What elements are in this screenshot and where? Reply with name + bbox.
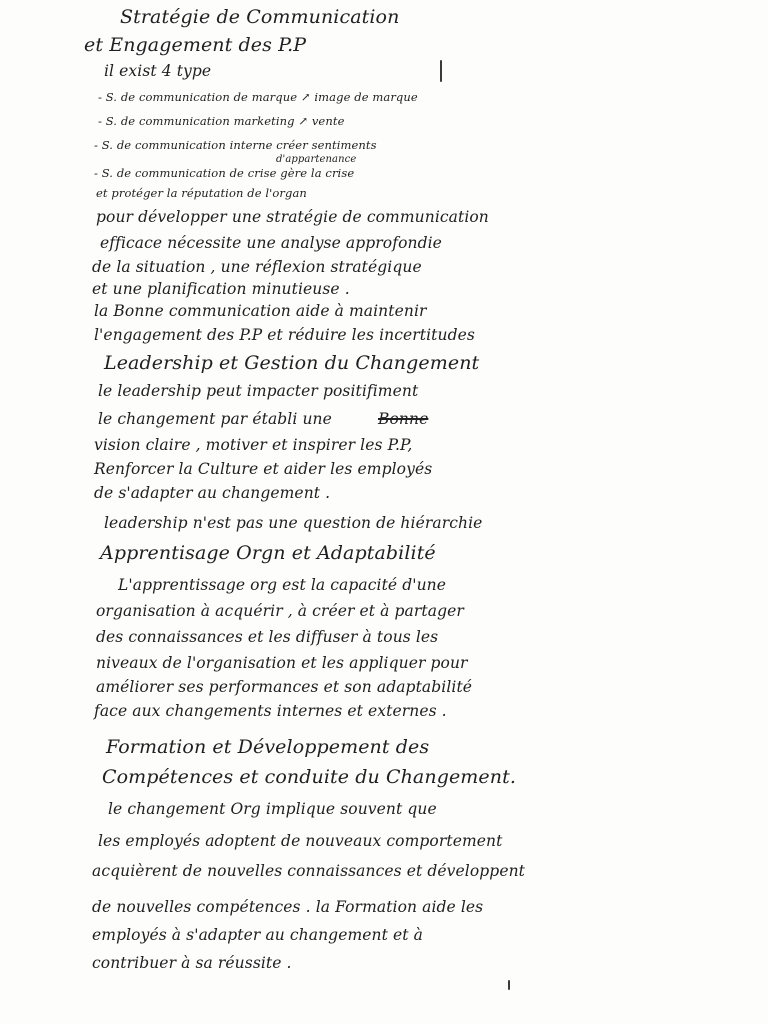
section2-paragraph-line-2: le changement par établi une: [98, 410, 332, 428]
section1-paragraph-line-6: l'engagement des P.P et réduire les incertitudes: [94, 326, 475, 344]
section2-title: Leadership et Gestion du Changement: [104, 352, 480, 374]
section3-paragraph-line-1: L'apprentissage org est la capacité d'une: [118, 576, 447, 594]
section1-paragraph-line-2: efficace nécessite une analyse approfondie: [100, 234, 442, 252]
section1-title-line2: et Engagement des P.P: [84, 34, 307, 56]
stray-pen-mark-top: [440, 60, 442, 82]
section2-paragraph-line-1: le leadership peut impacter positifiment: [98, 382, 419, 400]
section1-paragraph-line-5: la Bonne communication aide à maintenir: [94, 302, 427, 320]
section2-paragraph-line-3: vision claire , motiver et inspirer les P.P,: [94, 436, 413, 454]
section3-paragraph-line-5: améliorer ses performances et son adaptabilité: [96, 678, 473, 696]
section3-paragraph-line-3: des connaissances et les diffuser à tous les: [96, 628, 439, 646]
section1-title-line1: Stratégie de Communication: [120, 6, 400, 28]
section4-paragraph-line-4: de nouvelles compétences . la Formation aide les: [92, 898, 484, 916]
section1-paragraph-line-3: de la situation , une réflexion stratégique: [92, 258, 422, 276]
section1-item-4-continuation: et protéger la réputation de l'organ: [96, 186, 307, 200]
section2-paragraph-line-4: Renforcer la Culture et aider les employés: [94, 460, 433, 478]
section1-item-2: - S. de communication marketing ↗ vente: [98, 114, 345, 128]
section1-paragraph-line-1: pour développer une stratégie de communication: [96, 208, 489, 226]
section1-item-1: - S. de communication de marque ↗ image de marque: [98, 90, 418, 104]
section4-paragraph-line-1: le changement Org implique souvent que: [108, 800, 437, 818]
section3-paragraph-line-2: organisation à acquérir , à créer et à partager: [96, 602, 464, 620]
section1-item-3: - S. de communication interne créer sentiments: [94, 138, 377, 152]
section1-item-4: - S. de communication de crise gère la crise: [94, 166, 355, 180]
section1-item-3-continuation: d'appartenance: [276, 154, 357, 165]
section1-paragraph-line-4: et une planification minutieuse .: [92, 280, 350, 298]
section1-intro: il exist 4 type: [104, 62, 212, 80]
section4-paragraph-line-2: les employés adoptent de nouveaux comportement: [98, 832, 503, 850]
section4-title-line2: Compétences et conduite du Changement.: [102, 766, 516, 788]
section3-title: Apprentisage Orgn et Adaptabilité: [100, 542, 436, 564]
section4-paragraph-line-5: employés à s'adapter au changement et à: [92, 926, 423, 944]
section2-note: leadership n'est pas une question de hiérarchie: [104, 514, 483, 532]
section2-paragraph-line-5: de s'adapter au changement .: [94, 484, 331, 502]
section3-paragraph-line-4: niveaux de l'organisation et les appliquer pour: [96, 654, 468, 672]
section4-paragraph-line-6: contribuer à sa réussite .: [92, 954, 292, 972]
section2-struck-word: Bonne: [378, 410, 429, 428]
section3-paragraph-line-6: face aux changements internes et externes .: [94, 702, 447, 720]
section4-title-line1: Formation et Développement des: [106, 736, 430, 758]
stray-pen-mark-bottom: [508, 980, 510, 990]
section4-paragraph-line-3: acquièrent de nouvelles connaissances et développent: [92, 862, 526, 880]
